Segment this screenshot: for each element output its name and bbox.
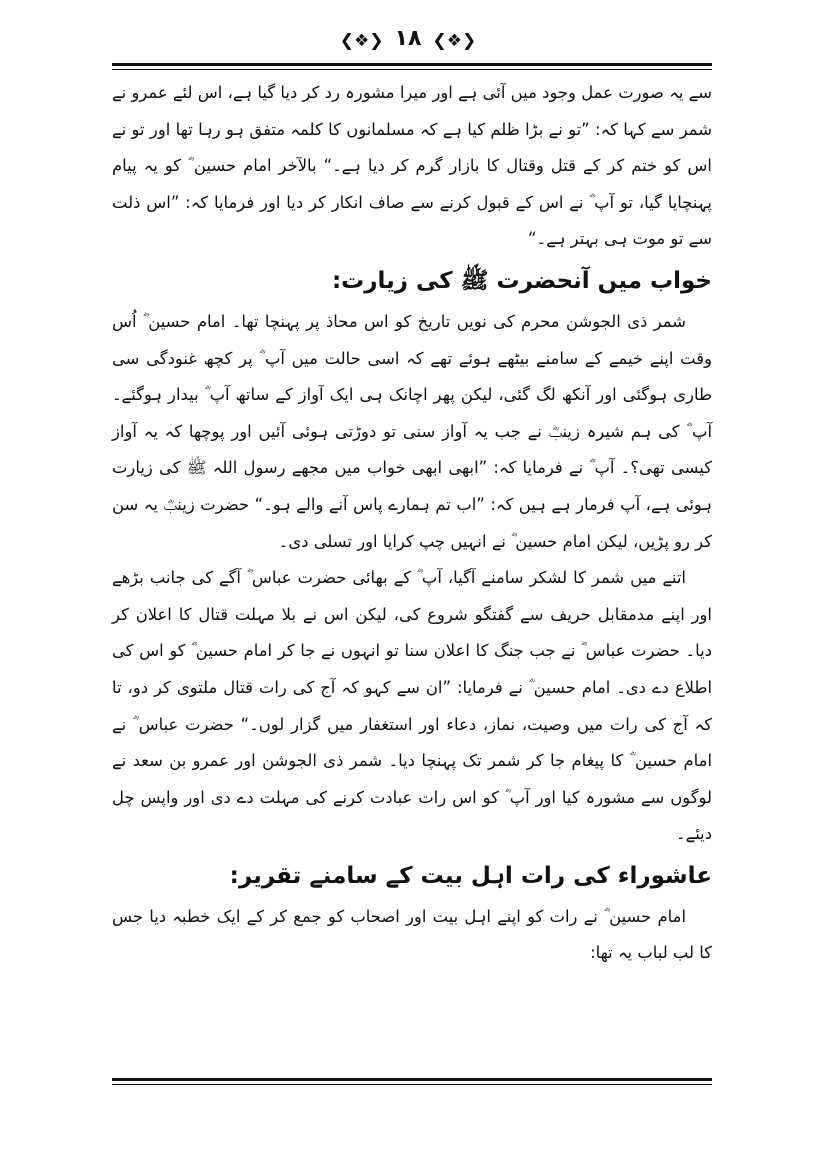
section-heading-dream: خواب میں آنحضرت ﷺ کی زیارت: [331, 267, 712, 294]
page-header [0, 26, 816, 51]
top-divider-thin [112, 69, 712, 70]
bottom-divider-thin [112, 1084, 712, 1085]
paragraph-2: شمر ذی الجوشن محرم کی نویں تاریخ کو اس محاذ پر پہنچا تھا۔ امام حسین ؓ اُس وقت اپنے خیمے کے سامنے بیٹھے ہوئے تھے کہ اسی حالت میں آپ ؓ پر کچھ غنودگی سی طاری ہوگئی اور آنکھ لگ گئی، لیکن پھر اچانک ہی ایک آواز کے ساتھ آپ ؓ بیدار ہوگئے۔ آپ ؓ کی ہم شیرہ زینبؓ نے جب یہ آواز سنی تو دوڑتی ہوئی آئیں اور پوچھا کہ یہ آواز کیسی تھی؟۔ آپ ؓ نے فرمایا کہ: ”ابھی ابھی خواب میں مجھے رسول اللہ ﷺ کی زیارت ہوئی ہے، آپ فرمار ہے ہیں کہ: ”اب تم ہمارے پاس آنے والے ہو۔“ حضرت زینبؓ یہ سن کر رو پڑیں، لیکن امام حسین ؓ نے انہیں چپ کرایا اور تسلی دی۔ [112, 311, 712, 551]
top-divider-thick [112, 63, 712, 66]
bottom-divider [112, 1078, 712, 1085]
ornament-right-icon: ❮❖❯ [432, 30, 477, 51]
paragraph-3: اتنے میں شمر کا لشکر سامنے آگیا، آپ ؓ کے بھائی حضرت عباس ؓ آگے کی جانب بڑھے اور اپنے مدمقابل حریف سے گفتگو شروع کی، لیکن اس نے بلا مہلت قتال کا اعلان کر دیا۔ حضرت عباس ؓ نے جب جنگ کا اعلان سنا تو انہوں نے جا کر امام حسین ؓ کو اس کی اطلاع دے دی۔ امام حسین ؓ نے فرمایا: ”ان سے کہو کہ آج کی رات قتال ملتوی کر دو، تا کہ آج کی رات میں وصیت، نماز، دعاء اور استغفار میں گزار لوں۔“ حضرت عباس ؓ نے امام حسین ؓ کا پیغام جا کر شمر تک پہنچا دیا۔ شمر ذی الجوشن اور عمرو بن سعد نے لوگوں سے مشورہ کیا اور آپ ؓ کو اس رات عبادت کرنے کی مہلت دے دی اور واپس چل دیئے۔ [112, 568, 712, 844]
paragraph-4: امام حسین ؓ نے رات کو اپنے اہل بیت اور اصحاب کو جمع کر کے ایک خطبہ دیا جس کا لب لباب یہ تھا: [112, 906, 712, 963]
page-content [112, 75, 712, 972]
top-divider [112, 63, 712, 70]
ornament-left-icon: ❮❖❯ [339, 30, 384, 51]
bottom-divider-thick [112, 1078, 712, 1081]
section-heading-ashura-speech: عاشوراء کی رات اہل بیت کے سامنے تقریر: [229, 862, 712, 889]
page-number: ۱۸ [394, 26, 422, 51]
paragraph-1: سے یہ صورت عمل وجود میں آئی ہے اور میرا مشورہ رد کر دیا گیا ہے، اس لئے عمرو نے شمر سے کہا کہ: ”تو نے بڑا ظلم کیا ہے کہ مسلمانوں کا کلمہ متفق ہو رہا تھا اور تو نے اس کو ختم کر کے قتل وقتال کا بازار گرم کر دیا ہے۔“ بالآخر امام حسین ؓ کو یہ پیام پہنچایا گیا، تو آپ ؓ نے اس کے قبول کرنے سے صاف انکار کر دیا اور فرمایا کہ: ”اس ذلت سے تو موت ہی بہتر ہے۔“ [112, 83, 712, 249]
